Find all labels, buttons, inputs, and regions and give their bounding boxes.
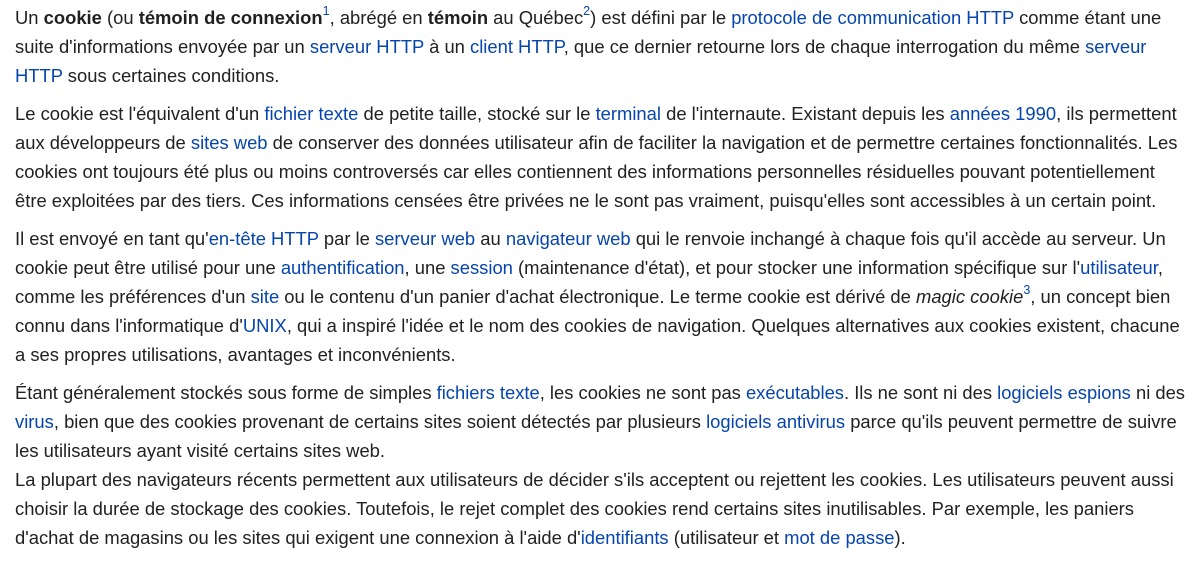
- wiki-link[interactable]: utilisateur: [1080, 257, 1158, 278]
- text-run: ).: [894, 527, 906, 548]
- text-run: comme les préférences d'un: [15, 286, 251, 307]
- text-line: [15, 61, 1185, 90]
- text-run: à un: [424, 36, 471, 57]
- wiki-link[interactable]: site: [250, 286, 280, 307]
- text-run: , bien que des cookies provenant de certains sites soient détectés par plusieurs: [53, 411, 707, 432]
- wiki-link[interactable]: fichier texte: [264, 103, 359, 124]
- wiki-link[interactable]: serveur web: [374, 228, 476, 249]
- text-line: [15, 282, 1185, 311]
- paragraph: [15, 378, 1185, 465]
- italic-term: magic cookie: [916, 286, 1024, 307]
- paragraph: [15, 224, 1185, 369]
- paragraph: [15, 3, 1185, 90]
- text-line: [15, 128, 1185, 157]
- text-run: (utilisateur et: [668, 527, 785, 548]
- footnote-reference: [1023, 283, 1030, 297]
- text-run: ou le contenu d'un panier d'achat électronique. Le terme cookie est dérivé de: [279, 286, 916, 307]
- wiki-link[interactable]: mot de passe: [784, 527, 895, 548]
- footnote-link[interactable]: 2: [583, 3, 591, 18]
- text-line: [15, 465, 1185, 494]
- wiki-link[interactable]: années 1990: [949, 103, 1057, 124]
- text-run: être exploitées par des tiers. Ces informations censées être privées ne le sont pas vraiment, puisqu'elles sont accessibles à un certain point.: [15, 190, 1157, 211]
- text-run: Il est envoyé en tant qu': [15, 228, 209, 249]
- wiki-link[interactable]: identifiants: [580, 527, 669, 548]
- text-run: cookies ont toujours été plus ou moins controversés car elles contiennent des informations personnelles résiduelles pouvant potentiellement: [15, 161, 1155, 182]
- wiki-link[interactable]: logiciels antivirus: [706, 411, 846, 432]
- text-run: d'achat de magasins ou les sites qui exigent une connexion à l'aide d': [15, 527, 581, 548]
- bold-term: témoin: [427, 7, 489, 28]
- text-run: ) est défini par le: [590, 7, 732, 28]
- text-run: Étant généralement stockés sous forme de simples: [15, 382, 437, 403]
- text-run: , ils permettent: [1056, 103, 1177, 124]
- text-run: cookie peut être utilisé pour une: [15, 257, 281, 278]
- wiki-link[interactable]: serveur HTTP: [309, 36, 424, 57]
- article-body: [15, 3, 1185, 561]
- text-line: [15, 378, 1183, 407]
- wiki-link[interactable]: authentification: [280, 257, 405, 278]
- text-line: [15, 407, 1185, 436]
- text-run: ni des: [1130, 382, 1185, 403]
- wiki-link[interactable]: exécutables: [745, 382, 844, 403]
- text-run: , que ce dernier retourne lors de chaque interrogation du même: [563, 36, 1086, 57]
- text-run: comme étant une: [1014, 7, 1162, 28]
- text-run: connu dans l'informatique d': [15, 315, 243, 336]
- text-run: de l'internaute. Existant depuis les: [660, 103, 950, 124]
- wiki-link[interactable]: session: [450, 257, 513, 278]
- text-run: (maintenance d'état), et pour stocker une information spécifique sur l': [512, 257, 1081, 278]
- text-run: (ou: [101, 7, 139, 28]
- text-line: [15, 3, 1185, 32]
- text-line: [15, 224, 1185, 253]
- wiki-link[interactable]: HTTP: [15, 65, 63, 86]
- footnote-reference: [323, 4, 330, 18]
- text-run: aux développeurs de: [15, 132, 191, 153]
- bold-term: cookie: [43, 7, 102, 28]
- text-line: [15, 494, 1185, 523]
- wiki-link[interactable]: UNIX: [242, 315, 287, 336]
- text-run: qui le renvoie inchangé à chaque fois qu'il accède au serveur. Un: [630, 228, 1166, 249]
- wiki-link[interactable]: fichiers texte: [436, 382, 540, 403]
- text-run: , une: [404, 257, 451, 278]
- wiki-link[interactable]: virus: [15, 411, 54, 432]
- text-run: , les cookies ne sont pas: [539, 382, 746, 403]
- bold-term: témoin de connexion: [138, 7, 323, 28]
- wiki-link[interactable]: navigateur web: [505, 228, 631, 249]
- text-run: Le cookie est l'équivalent d'un: [15, 103, 265, 124]
- text-run: ,: [1157, 257, 1163, 278]
- text-run: suite d'informations envoyée par un: [15, 36, 310, 57]
- text-run: a ses propres utilisations, avantages et inconvénients.: [15, 344, 456, 365]
- text-run: au Québec: [488, 7, 584, 28]
- wiki-link[interactable]: terminal: [595, 103, 661, 124]
- wiki-link[interactable]: sites web: [190, 132, 268, 153]
- text-run: au: [475, 228, 506, 249]
- text-line: [15, 340, 1185, 369]
- text-run: de conserver des données utilisateur afin de faciliter la navigation et de permettre certaines fonctionnalités. Les: [267, 132, 1178, 153]
- text-run: de petite taille, stocké sur le: [358, 103, 596, 124]
- text-run: , qui a inspiré l'idée et le nom des cookies de navigation. Quelques alternatives aux cookies existent, chacune: [286, 315, 1180, 336]
- paragraph: [15, 99, 1185, 215]
- text-line: [15, 253, 1185, 282]
- text-run: par le: [318, 228, 375, 249]
- text-run: La plupart des navigateurs récents permettent aux utilisateurs de décider s'ils acceptent ou rejettent les cookies. Les utilisateurs peuvent aussi: [15, 469, 1174, 490]
- text-line: [15, 523, 1185, 552]
- text-run: Un: [15, 7, 44, 28]
- text-line: [15, 99, 1185, 128]
- text-run: parce qu'ils peuvent permettre de suivre: [845, 411, 1177, 432]
- wiki-link[interactable]: logiciels espions: [997, 382, 1131, 403]
- text-line: [15, 32, 1185, 61]
- wiki-link[interactable]: en-tête HTTP: [208, 228, 319, 249]
- text-line: [15, 186, 1185, 215]
- text-run: choisir la durée de stockage des cookies. Toutefois, le rejet complet des cookies rend certains sites inutilisables. Par exemple, les paniers: [15, 498, 1134, 519]
- footnote-reference: [583, 4, 590, 18]
- text-line: [15, 311, 1185, 340]
- wiki-link[interactable]: client HTTP: [470, 36, 564, 57]
- paragraph: [15, 465, 1185, 552]
- text-run: sous certaines conditions.: [62, 65, 280, 86]
- text-line: [15, 157, 1185, 186]
- text-run: les utilisateurs ayant visité certains sites web.: [15, 440, 386, 461]
- wiki-link[interactable]: protocole de communication HTTP: [731, 7, 1014, 28]
- text-run: , abrégé en: [329, 7, 428, 28]
- footnote-link[interactable]: 3: [1023, 282, 1031, 297]
- text-line: [15, 436, 1185, 465]
- footnote-link[interactable]: 1: [322, 3, 330, 18]
- wiki-link[interactable]: serveur: [1085, 36, 1147, 57]
- text-run: . Ils ne sont ni des: [843, 382, 998, 403]
- text-run: , un concept bien: [1030, 286, 1171, 307]
